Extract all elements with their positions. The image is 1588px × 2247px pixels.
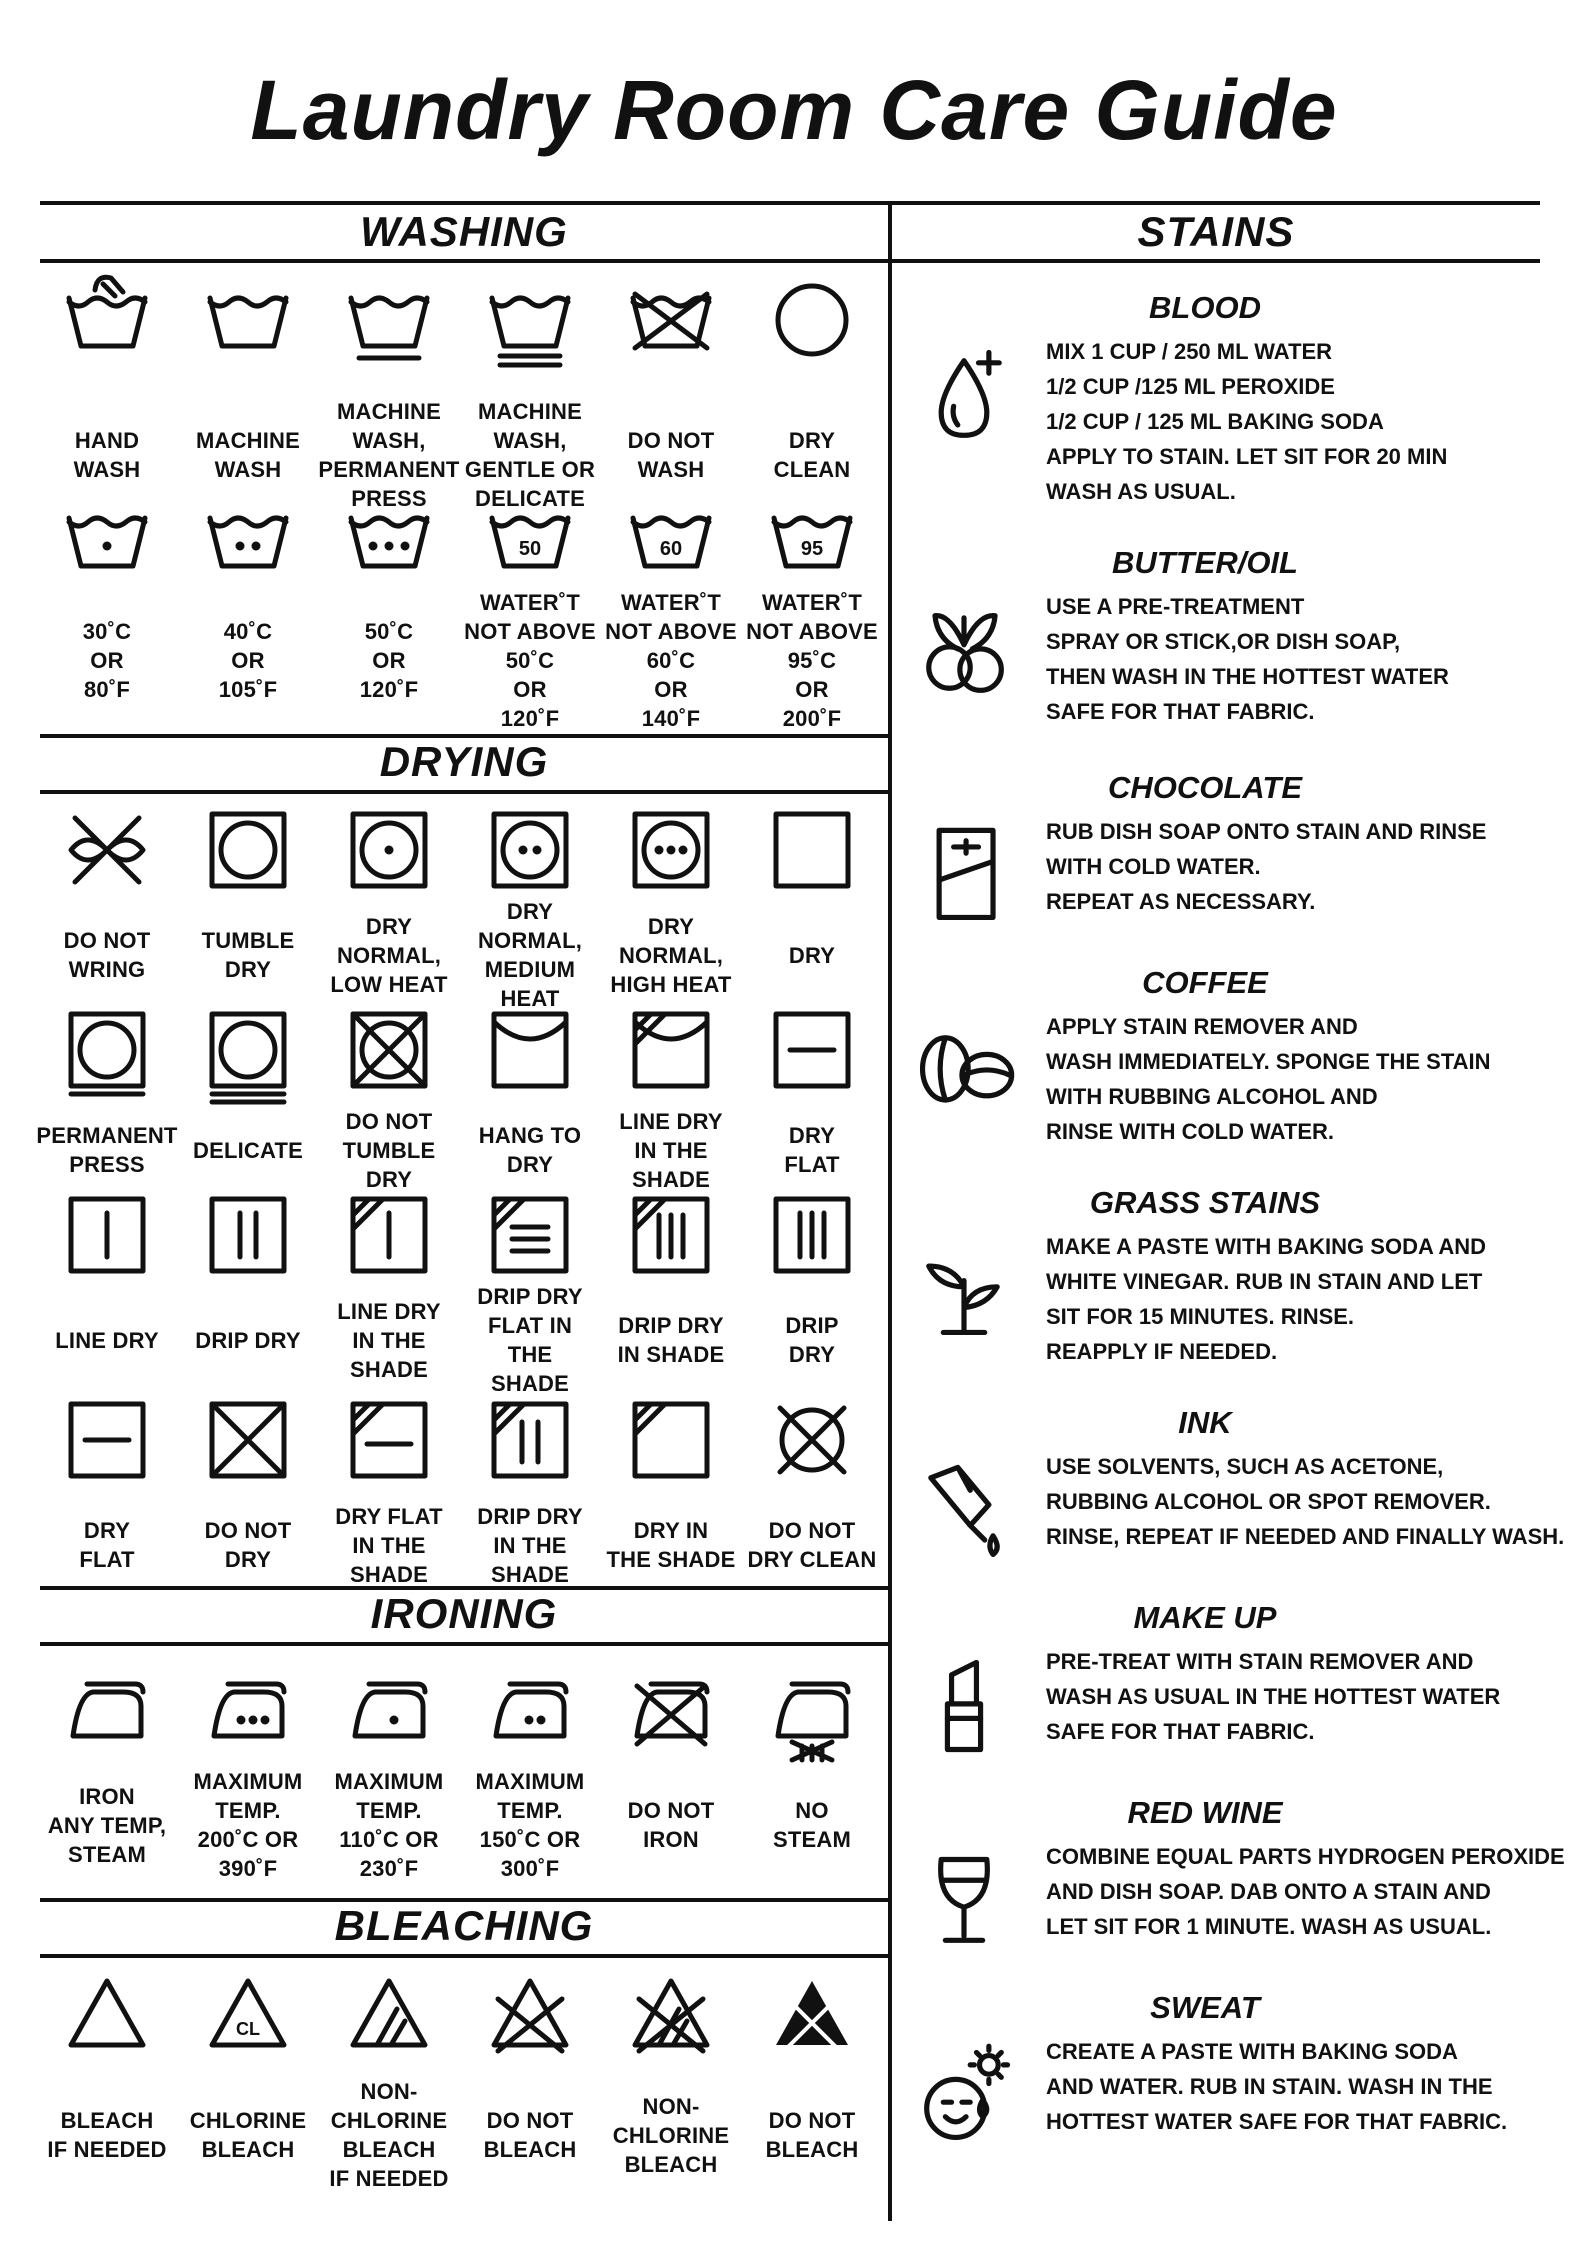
- drying-symbol-label: DRIP DRY IN SHADE: [617, 1313, 725, 1367]
- stain-icon: [912, 1235, 1016, 1354]
- washing-symbol: [738, 490, 886, 600]
- ironing-symbol-label: NO STEAM: [773, 1798, 851, 1852]
- ironing-symbol: [597, 1660, 745, 1770]
- wash-95-icon: [762, 490, 862, 600]
- chlorine-bleach-icon: [198, 1965, 298, 2075]
- drying-symbol-label: DRY NORMAL, LOW HEAT: [330, 913, 448, 997]
- washing-symbol-label: 40˚C OR 105˚F: [218, 618, 278, 702]
- sweaty-face-icon: [912, 2040, 1016, 2154]
- svg-text:50: 50: [518, 538, 542, 560]
- drying-symbol: [738, 1000, 886, 1110]
- bleach-icon: [57, 1965, 157, 2075]
- line-dry-in-shade-icon: [339, 1185, 439, 1295]
- stain-icon: [912, 1650, 1016, 1769]
- sprout-icon: [912, 1235, 1016, 1349]
- iron-low-icon: [339, 1660, 439, 1770]
- stain-icon: [912, 1015, 1016, 1134]
- stain-icon: [912, 340, 1016, 459]
- drying-symbol-label: HANG TO DRY: [478, 1123, 582, 1177]
- washing-rule: [40, 259, 1540, 263]
- drying-symbol: [33, 1390, 181, 1500]
- washing-symbol-label: WATER˚T NOT ABOVE 50˚C OR 120˚F: [464, 589, 596, 731]
- drying-symbol: [456, 1390, 604, 1500]
- ironing-rule-bottom: [40, 1642, 888, 1646]
- dry-flat-2-icon: [57, 1390, 157, 1500]
- bleaching-symbol: [33, 1965, 181, 2075]
- drying-symbol: [174, 800, 322, 910]
- drying-symbol: [456, 1185, 604, 1295]
- washing-symbol-label: MACHINE WASH, PERMANENT PRESS: [318, 399, 460, 511]
- stain-icon: [912, 1845, 1016, 1964]
- drying-symbol: [315, 1000, 463, 1110]
- top-rule: [40, 201, 1540, 205]
- iron-icon: [57, 1660, 157, 1770]
- washing-symbol-label: MACHINE WASH: [195, 428, 301, 482]
- bleaching-symbol: [738, 1965, 886, 2075]
- pen-nib-icon: [912, 1455, 1016, 1569]
- stain-instructions: MAKE A PASTE WITH BAKING SODA AND WHITE VINEGAR. RUB IN STAIN AND LET SIT FOR 15 MINUTES. RINSE. REAPPLY IF NEEDED.: [1046, 1234, 1486, 1364]
- stain-title: RED WINE: [1127, 1795, 1283, 1830]
- drip-dry-icon: [198, 1185, 298, 1295]
- drying-symbol-label: DRY NORMAL, HIGH HEAT: [610, 913, 732, 997]
- ironing-symbol-label: MAXIMUM TEMP. 110˚C OR 230˚F: [334, 1769, 444, 1881]
- dry-clean-icon: [762, 270, 862, 380]
- drying-symbol: [33, 800, 181, 910]
- washing-symbol: [597, 490, 745, 600]
- drying-symbol-label: LINE DRY IN THE SHADE: [619, 1108, 723, 1192]
- wine-glass-icon: [912, 1845, 1016, 1959]
- section-title-bleaching: BLEACHING: [334, 1902, 594, 1949]
- drying-symbol: [33, 1000, 181, 1110]
- bleaching-symbol-label: BLEACH IF NEEDED: [47, 2108, 167, 2162]
- drying-symbol-label: DRY FLAT IN THE SHADE: [335, 1503, 443, 1587]
- washing-symbol-label: 30˚C OR 80˚F: [82, 618, 132, 702]
- drying-symbol: [174, 1390, 322, 1500]
- no-steam-icon: [762, 1660, 862, 1770]
- washing-symbol: [33, 270, 181, 380]
- stain-title: COFFEE: [1142, 965, 1268, 1000]
- stain-instructions: MIX 1 CUP / 250 ML WATER 1/2 CUP /125 ML PEROXIDE 1/2 CUP / 125 ML BAKING SODA APPLY TO STAIN. LET SIT FOR 20 MIN WASH AS USUAL.: [1046, 339, 1448, 504]
- drip-dry-in-shade-icon: [621, 1185, 721, 1295]
- drying-symbol: [315, 1390, 463, 1500]
- drying-symbol: [597, 1390, 745, 1500]
- drying-symbol-label: DO NOT WRING: [63, 928, 151, 982]
- ironing-symbol: [315, 1660, 463, 1770]
- drying-symbol-label: DELICATE: [193, 1137, 303, 1163]
- stain-instructions: USE A PRE-TREATMENT SPRAY OR STICK,OR DISH SOAP, THEN WASH IN THE HOTTEST WATER SAFE FOR THAT FABRIC.: [1046, 594, 1449, 724]
- stain-title: BUTTER/OIL: [1112, 545, 1298, 580]
- drying-symbol-label: DRIP DRY: [785, 1313, 839, 1367]
- stain-instructions: RUB DISH SOAP ONTO STAIN AND RINSE WITH COLD WATER. REPEAT AS NECESSARY.: [1046, 819, 1487, 914]
- ironing-symbol: [33, 1660, 181, 1770]
- washing-symbol: [315, 490, 463, 600]
- non-chlorine-bleach-icon: [339, 1965, 439, 2075]
- drying-symbol: [597, 800, 745, 910]
- stain-title: MAKE UP: [1133, 1600, 1277, 1635]
- stain-instructions: APPLY STAIN REMOVER AND WASH IMMEDIATELY. SPONGE THE STAIN WITH RUBBING ALCOHOL AND RINSE WITH COLD WATER.: [1046, 1014, 1491, 1144]
- do-not-dry-icon: [198, 1390, 298, 1500]
- do-not-iron-icon: [621, 1660, 721, 1770]
- drying-symbol: [738, 800, 886, 910]
- section-title-drying: DRYING: [379, 738, 549, 785]
- bleaching-symbol-label: DO NOT BLEACH: [483, 2108, 577, 2162]
- ironing-symbol: [456, 1660, 604, 1770]
- hang-to-dry-icon: [480, 1000, 580, 1110]
- machine-wash-icon: [198, 270, 298, 380]
- drying-symbol-label: DRY NORMAL, MEDIUM HEAT: [477, 899, 583, 1011]
- dry-flat-icon: [762, 1000, 862, 1110]
- tumble-dry-icon: [198, 800, 298, 910]
- dry-flat-shade-icon: [339, 1390, 439, 1500]
- delicate-icon: [198, 1000, 298, 1110]
- drying-rule-bottom: [40, 790, 888, 794]
- do-not-wring-icon: [57, 800, 157, 910]
- do-not-tumble-dry-icon: [339, 1000, 439, 1110]
- section-title-washing: WASHING: [360, 208, 568, 255]
- stain-instructions: CREATE A PASTE WITH BAKING SODA AND WATER. RUB IN STAIN. WASH IN THE HOTTEST WATER SAFE FOR THAT FABRIC.: [1046, 2039, 1508, 2134]
- drying-symbol-label: DRIP DRY: [195, 1327, 301, 1353]
- drying-symbol-label: DRY FLAT: [79, 1518, 135, 1572]
- drying-symbol-label: DRY: [788, 942, 836, 968]
- bleaching-symbol-label: NON- CHLORINE BLEACH: [612, 2093, 730, 2177]
- washing-symbol-label: WATER˚T NOT ABOVE 60˚C OR 140˚F: [605, 589, 737, 731]
- dry-high-heat-icon: [621, 800, 721, 910]
- washing-symbol: [738, 270, 886, 380]
- dry-medium-heat-icon: [480, 800, 580, 910]
- drying-symbol-label: DO NOT DRY CLEAN: [747, 1518, 877, 1572]
- washing-symbol: [33, 490, 181, 600]
- drying-symbol-label: LINE DRY: [55, 1327, 159, 1353]
- drying-symbol-label: DRY FLAT: [784, 1123, 840, 1177]
- drying-symbol: [738, 1185, 886, 1295]
- washing-symbol-label: MACHINE WASH, GENTLE OR DELICATE: [464, 399, 596, 511]
- iron-medium-icon: [480, 1660, 580, 1770]
- dry-in-shade-icon: [621, 1390, 721, 1500]
- bleaching-symbol-label: DO NOT BLEACH: [765, 2108, 859, 2162]
- drying-symbol-label: PERMANENT PRESS: [36, 1123, 178, 1177]
- line-dry-icon: [57, 1185, 157, 1295]
- washing-symbol-label: WATER˚T NOT ABOVE 95˚C OR 200˚F: [746, 589, 878, 731]
- coffee-beans-icon: [912, 1015, 1016, 1129]
- stain-instructions: USE SOLVENTS, SUCH AS ACETONE, RUBBING ALCOHOL OR SPOT REMOVER. RINSE, REPEAT IF NEEDED AND FINALLY WASH.: [1046, 1454, 1565, 1549]
- stain-icon: [912, 2040, 1016, 2159]
- bleaching-symbol-label: CHLORINE BLEACH: [189, 2108, 307, 2162]
- wash-40c-icon: [198, 490, 298, 600]
- drying-symbol-label: LINE DRY IN THE SHADE: [337, 1298, 441, 1382]
- washing-symbol-label: 50˚C OR 120˚F: [359, 618, 419, 702]
- hand-wash-icon: [57, 270, 157, 380]
- drying-symbol: [174, 1000, 322, 1110]
- drying-symbol: [456, 800, 604, 910]
- line-dry-shade-icon: [621, 1000, 721, 1110]
- drying-symbol: [315, 800, 463, 910]
- dry-icon: [762, 800, 862, 910]
- non-chlorine-bleach-2-icon: [621, 1965, 721, 2075]
- drip-dry-flat-shade-icon: [480, 1185, 580, 1295]
- section-title-stains: STAINS: [1137, 208, 1295, 255]
- machine-wash-permanent-press-icon: [339, 270, 439, 380]
- stain-instructions: COMBINE EQUAL PARTS HYDROGEN PEROXIDE AND DISH SOAP. DAB ONTO A STAIN AND LET SIT FOR 1 MINUTE. WASH AS USUAL.: [1046, 1844, 1565, 1939]
- ironing-symbol-label: MAXIMUM TEMP. 200˚C OR 390˚F: [193, 1769, 303, 1881]
- ironing-symbol-label: IRON ANY TEMP, STEAM: [47, 1783, 167, 1867]
- washing-symbol: [456, 490, 604, 600]
- iron-high-icon: [198, 1660, 298, 1770]
- wash-30c-icon: [57, 490, 157, 600]
- drip-dry-2-icon: [762, 1185, 862, 1295]
- stain-instructions: PRE-TREAT WITH STAIN REMOVER AND WASH AS USUAL IN THE HOTTEST WATER SAFE FOR THAT FABRIC.: [1046, 1649, 1501, 1744]
- bleaching-symbol: [456, 1965, 604, 2075]
- chocolate-bar-icon: [912, 820, 1016, 934]
- drying-symbol: [738, 1390, 886, 1500]
- berries-icon: [912, 595, 1016, 709]
- stain-icon: [912, 820, 1016, 939]
- drying-symbol: [456, 1000, 604, 1110]
- machine-wash-gentle-icon: [480, 270, 580, 380]
- stain-icon: [912, 595, 1016, 714]
- wash-50c-icon: [339, 490, 439, 600]
- ironing-symbol-label: MAXIMUM TEMP. 150˚C OR 300˚F: [475, 1769, 585, 1881]
- drip-dry-shade-icon: [480, 1390, 580, 1500]
- washing-symbol: [174, 490, 322, 600]
- washing-symbol-label: DO NOT WASH: [627, 428, 715, 482]
- svg-text:60: 60: [659, 538, 683, 560]
- drying-symbol-label: TUMBLE DRY: [201, 928, 295, 982]
- drying-symbol: [597, 1000, 745, 1110]
- blood-drop-icon: [912, 340, 1016, 454]
- bleaching-symbol: [174, 1965, 322, 2075]
- permanent-press-icon: [57, 1000, 157, 1110]
- stain-title: GRASS STAINS: [1089, 1185, 1321, 1220]
- drying-symbol-label: DO NOT TUMBLE DRY: [342, 1108, 436, 1192]
- do-not-bleach-2-icon: [762, 1965, 862, 2075]
- ironing-symbol-label: DO NOT IRON: [627, 1798, 715, 1852]
- do-not-bleach-icon: [480, 1965, 580, 2075]
- stain-title: SWEAT: [1150, 1990, 1260, 2025]
- lipstick-icon: [912, 1650, 1016, 1764]
- wash-50-icon: [480, 490, 580, 600]
- washing-symbol-label: HAND WASH: [73, 428, 141, 482]
- stain-title: INK: [1178, 1405, 1232, 1440]
- washing-symbol: [174, 270, 322, 380]
- stain-icon: [912, 1455, 1016, 1574]
- wash-60-icon: [621, 490, 721, 600]
- do-not-wash-icon: [621, 270, 721, 380]
- dry-low-heat-icon: [339, 800, 439, 910]
- washing-symbol: [456, 270, 604, 380]
- drying-symbol-label: DRIP DRY FLAT IN THE SHADE: [477, 1284, 583, 1396]
- bleaching-rule-bottom: [40, 1954, 888, 1958]
- page-title: Laundry Room Care Guide: [250, 63, 1338, 157]
- drying-symbol-label: DO NOT DRY: [204, 1518, 292, 1572]
- ironing-symbol: [174, 1660, 322, 1770]
- stain-title: CHOCOLATE: [1107, 770, 1303, 805]
- drying-symbol: [315, 1185, 463, 1295]
- drying-symbol-label: DRY IN THE SHADE: [606, 1518, 736, 1572]
- do-not-dry-clean-icon: [762, 1390, 862, 1500]
- washing-symbol: [315, 270, 463, 380]
- column-divider: [888, 201, 892, 2221]
- washing-symbol-label: DRY CLEAN: [773, 428, 851, 482]
- stain-title: BLOOD: [1149, 290, 1261, 325]
- svg-text:95: 95: [800, 538, 824, 560]
- bleaching-symbol: [315, 1965, 463, 2075]
- drying-symbol: [33, 1185, 181, 1295]
- svg-text:CL: CL: [236, 2019, 260, 2039]
- drying-symbol: [597, 1185, 745, 1295]
- drying-symbol-label: DRIP DRY IN THE SHADE: [477, 1503, 583, 1587]
- washing-symbol: [597, 270, 745, 380]
- bleaching-symbol-label: NON- CHLORINE BLEACH IF NEEDED: [329, 2079, 449, 2191]
- bleaching-symbol: [597, 1965, 745, 2075]
- ironing-symbol: [738, 1660, 886, 1770]
- section-title-ironing: IRONING: [370, 1590, 558, 1637]
- drying-symbol: [174, 1185, 322, 1295]
